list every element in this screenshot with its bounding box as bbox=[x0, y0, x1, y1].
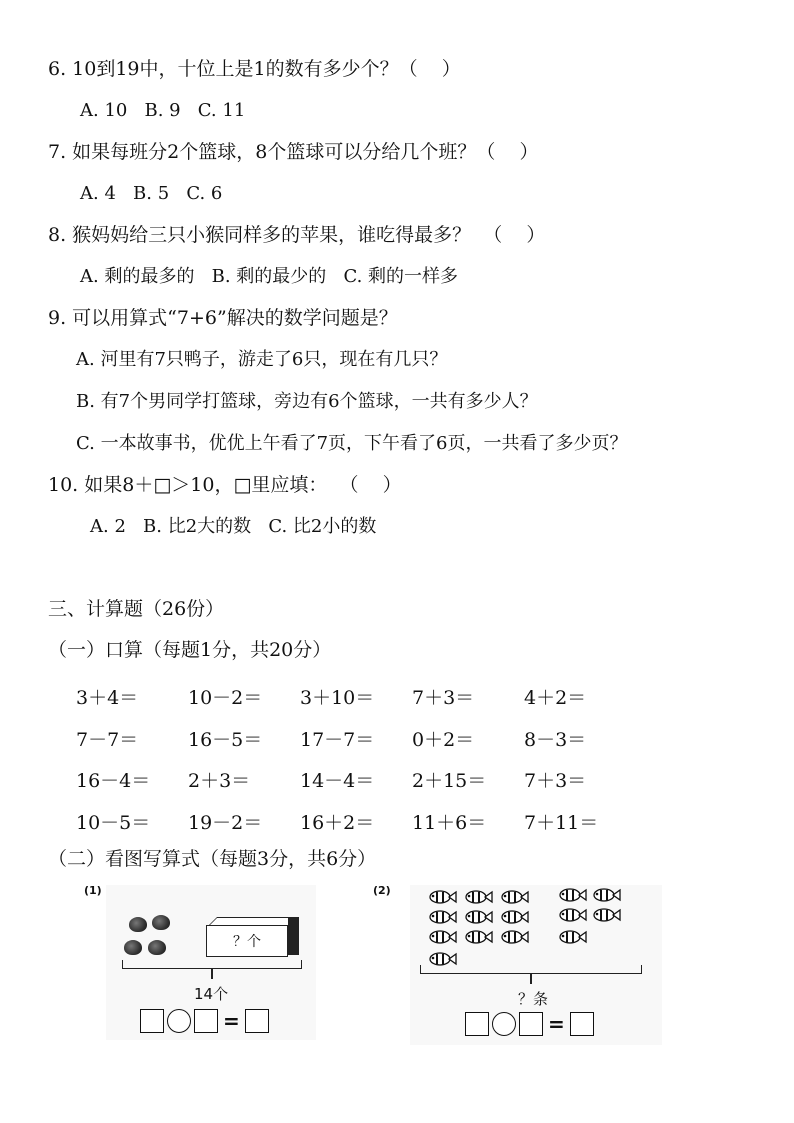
figure-1-total: 14个 bbox=[194, 985, 229, 1003]
operator-circle[interactable] bbox=[492, 1012, 516, 1036]
equals-sign: = bbox=[548, 1012, 565, 1036]
crate-box: ？个 bbox=[206, 925, 288, 957]
calc-item: 3＋4＝ bbox=[76, 687, 139, 709]
chestnut-icon bbox=[152, 915, 170, 930]
calc-item: 16－4＝ bbox=[76, 770, 151, 792]
figure-2-total: ？条 bbox=[518, 990, 549, 1008]
calc-item: 17－7＝ bbox=[300, 729, 375, 751]
figure-1-label: (1) bbox=[84, 884, 102, 897]
calc-item: 11＋6＝ bbox=[412, 812, 487, 834]
calc-item: 7＋3＝ bbox=[412, 687, 475, 709]
question-10: 10. 如果8＋□＞10，□里应填： （ ） bbox=[48, 474, 402, 496]
question-9-option-c: C. 一本故事书，优优上午看了7页，下午看了6页，一共看了多少页？ bbox=[76, 433, 628, 454]
calc-item: 7－7＝ bbox=[76, 729, 139, 751]
question-9-option-b: B. 有7个男同学打篮球，旁边有6个篮球，一共有多少人？ bbox=[76, 391, 538, 412]
calc-item: 10－5＝ bbox=[76, 812, 151, 834]
operator-circle[interactable] bbox=[167, 1009, 191, 1033]
figure-2-label: (2) bbox=[373, 884, 391, 897]
figure-1-answer bbox=[140, 1009, 269, 1033]
part2-title: （二）看图写算式（每题3分，共6分） bbox=[48, 848, 377, 870]
figure-2-answer bbox=[465, 1012, 594, 1036]
answer-box[interactable] bbox=[245, 1009, 269, 1033]
question-7: 7. 如果每班分2个篮球，8个篮球可以分给几个班？（ ） bbox=[48, 141, 539, 163]
calc-item: 2＋3＝ bbox=[188, 770, 251, 792]
question-8: 8. 猴妈妈给三只小猴同样多的苹果，谁吃得最多？ （ ） bbox=[48, 224, 546, 246]
chestnut-icon bbox=[148, 940, 166, 955]
calc-item: 14－4＝ bbox=[300, 770, 375, 792]
calc-item: 10－2＝ bbox=[188, 687, 263, 709]
calc-item: 8－3＝ bbox=[524, 729, 587, 751]
total-bracket bbox=[122, 960, 302, 969]
answer-box[interactable] bbox=[465, 1012, 489, 1036]
question-6-options: A. 10 B. 9 C. 11 bbox=[80, 100, 246, 121]
calc-item: 16－5＝ bbox=[188, 729, 263, 751]
calc-item: 4＋2＝ bbox=[524, 687, 587, 709]
calc-item: 0＋2＝ bbox=[412, 729, 475, 751]
answer-box[interactable] bbox=[194, 1009, 218, 1033]
calc-item: 2＋15＝ bbox=[412, 770, 487, 792]
calc-item: 3＋10＝ bbox=[300, 687, 375, 709]
calc-item: 16＋2＝ bbox=[300, 812, 375, 834]
answer-box[interactable] bbox=[519, 1012, 543, 1036]
chestnut-icon bbox=[129, 917, 147, 932]
part1-title: （一）口算（每题1分，共20分） bbox=[48, 639, 332, 661]
question-7-options: A. 4 B. 5 C. 6 bbox=[80, 183, 223, 204]
answer-box[interactable] bbox=[140, 1009, 164, 1033]
question-8-options: A. 剩的最多的 B. 剩的最少的 C. 剩的一样多 bbox=[80, 266, 459, 287]
calc-item: 7＋11＝ bbox=[524, 812, 599, 834]
calc-item: 7＋3＝ bbox=[524, 770, 587, 792]
question-6: 6. 10到19中，十位上是1的数有多少个？（ ） bbox=[48, 58, 461, 80]
question-9: 9. 可以用算式“7+6”解决的数学问题是？ bbox=[48, 307, 398, 329]
chestnut-icon bbox=[124, 940, 142, 955]
calc-item: 19－2＝ bbox=[188, 812, 263, 834]
total-bracket bbox=[420, 965, 642, 974]
question-10-options: A. 2 B. 比2大的数 C. 比2小的数 bbox=[90, 516, 377, 537]
equals-sign: = bbox=[223, 1009, 240, 1033]
section-title: 三、计算题（26份） bbox=[48, 598, 225, 620]
question-9-option-a: A. 河里有7只鸭子，游走了6只，现在有几只？ bbox=[76, 349, 448, 370]
answer-box[interactable] bbox=[570, 1012, 594, 1036]
